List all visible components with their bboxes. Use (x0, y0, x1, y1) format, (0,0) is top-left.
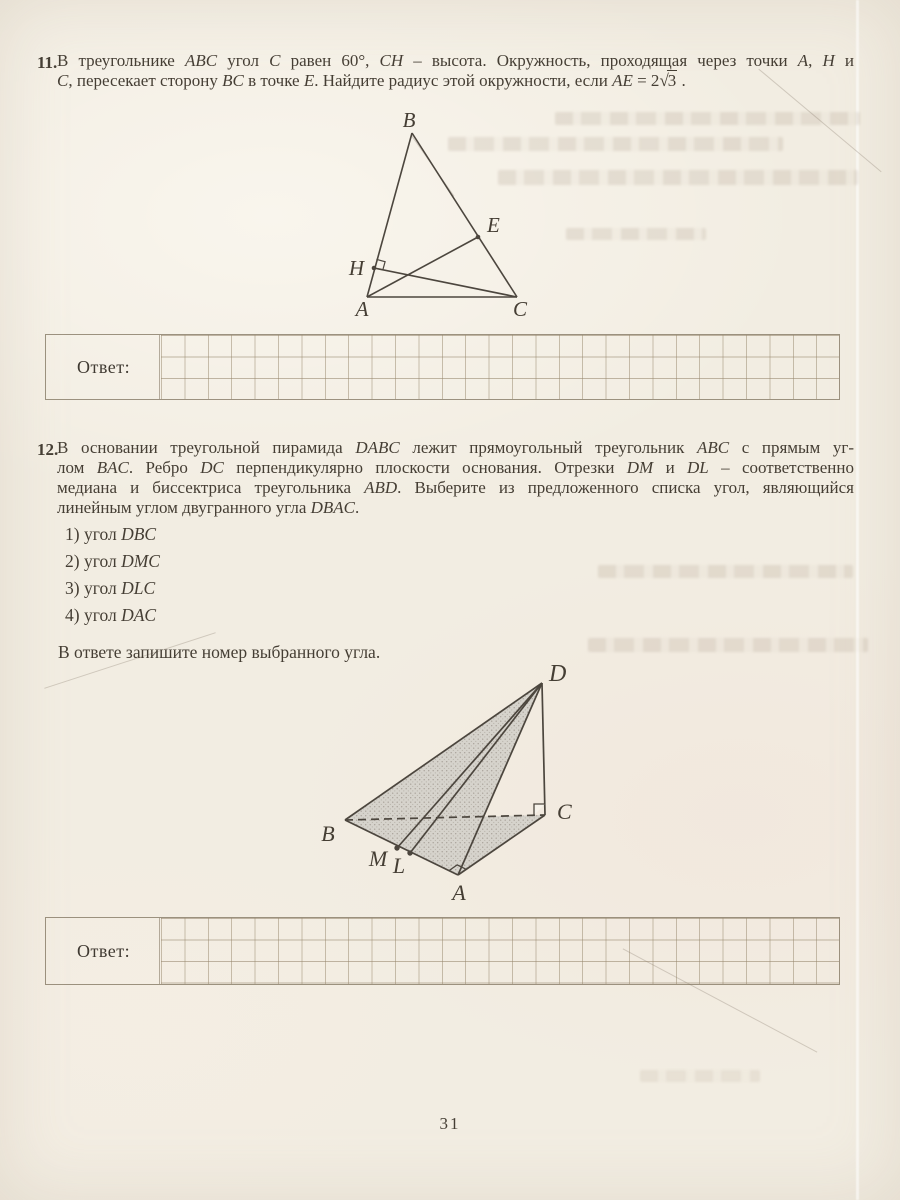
option-2: 2) угол DMC (65, 551, 160, 571)
right-angle-mark-C (534, 804, 545, 815)
problem-11-line-2: C, пересекает сторону BC в точке E. Найдите радиус этой окружности, если AE = 2√3 . (57, 70, 686, 90)
label-A: A (452, 880, 466, 905)
problem-11-number: 11. (37, 53, 58, 72)
problem-12-line-4: линейным углом двугранного угла DBAC. (57, 497, 360, 517)
triangle-figure-problem-11 (330, 103, 550, 325)
bleed-through-artifact (598, 565, 853, 578)
edge-DC (542, 683, 545, 815)
pyramid-figure-problem-12 (312, 648, 584, 906)
answer-label: Ответ: (46, 918, 160, 984)
point-L-dot (407, 850, 412, 855)
problem-12-line-2: лом BAC. Ребро DC перпендикулярно плоскости основания. Отрезки DM и DL – соответственно (57, 457, 854, 477)
point-M-dot (394, 845, 399, 850)
side-AB (367, 133, 412, 297)
page-number: 31 (439, 1114, 461, 1133)
bleed-through-artifact (555, 112, 860, 125)
label-C: C (557, 799, 572, 824)
label-B: B (321, 821, 335, 846)
point-H-dot (372, 266, 377, 271)
option-4: 4) угол DAC (65, 605, 157, 625)
option-3: 3) угол DLC (65, 578, 156, 598)
bleed-through-artifact (588, 638, 868, 652)
answer-box-problem-11 (45, 334, 840, 400)
answer-box-problem-12 (45, 917, 840, 985)
label-E: E (487, 213, 500, 237)
problem-12-line-3: медиана и биссектриса треугольника ABD. Выберите из предложенного списка угол, являющийся (57, 477, 854, 497)
bleed-through-artifact (566, 228, 706, 240)
problem-12-line-1: В основании треугольной пирамида DABC лежит прямоугольный треугольник ABC с прямым уг- (57, 438, 854, 457)
problem-12-text (57, 438, 854, 518)
bleed-through-artifact (640, 1070, 760, 1082)
problem-11-text (57, 51, 854, 91)
problem-11-line-1: В треугольнике ABC угол C равен 60°, CH – высота. Окружность, проходящая через точки A, H и (57, 51, 854, 70)
problem-12-number: 12. (37, 440, 59, 459)
side-BC (412, 133, 517, 297)
option-1: 1) угол DBC (65, 524, 157, 544)
label-B: B (402, 108, 416, 132)
answer-label: Ответ: (46, 335, 160, 399)
label-L: L (392, 853, 406, 878)
label-H: H (348, 256, 364, 280)
label-M: M (368, 846, 388, 871)
answer-instruction: В ответе запишите номер выбранного угла. (58, 642, 381, 662)
label-C: C (512, 297, 528, 321)
bleed-through-artifact (498, 170, 858, 185)
label-A: A (355, 297, 369, 321)
answer-grid (161, 335, 839, 399)
answer-grid (161, 918, 839, 984)
label-D: D (549, 661, 567, 687)
point-E-dot (476, 235, 481, 240)
